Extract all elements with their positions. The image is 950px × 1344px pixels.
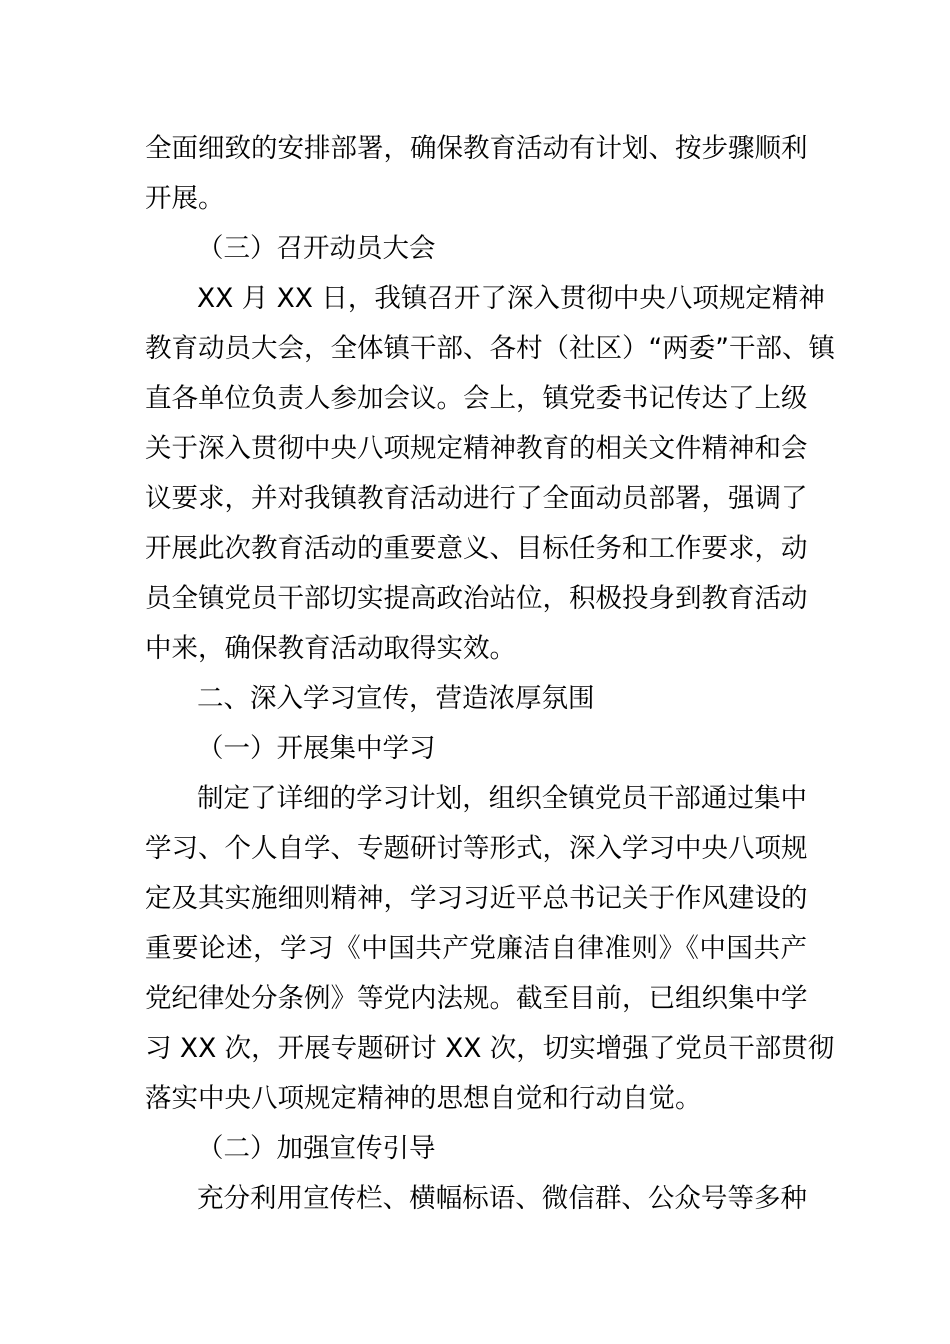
paragraph-line: 党纪律处分条例》等党内法规。截至目前，已组织集中学 <box>145 983 808 1014</box>
section-heading-2: 二、深入学习宣传，营造浓厚氛围 <box>197 683 595 714</box>
paragraph-line: 定及其实施细则精神，学习习近平总书记关于作风建设的 <box>145 883 808 914</box>
document-body <box>145 124 835 1224</box>
paragraph-line: 充分利用宣传栏、横幅标语、微信群、公众号等多种 <box>197 1183 807 1214</box>
paragraph-line: 重要论述，学习《中国共产党廉洁自律准则》《中国共产 <box>145 933 807 964</box>
paragraph-line: 学习、个人自学、专题研讨等形式，深入学习中央八项规 <box>145 833 808 864</box>
paragraph-line: 制定了详细的学习计划，组织全镇党员干部通过集中 <box>197 783 807 814</box>
paragraph-line: 关于深入贯彻中央八项规定精神教育的相关文件精神和会 <box>145 433 808 464</box>
paragraph-line: 中来，确保教育活动取得实效。 <box>145 633 516 664</box>
paragraph-line: 教育动员大会，全体镇干部、各村（社区）“两委”干部、镇 <box>145 333 835 364</box>
subheading-3: （三）召开动员大会 <box>197 233 436 264</box>
paragraph-line: 议要求，并对我镇教育活动进行了全面动员部署，强调了 <box>145 483 808 514</box>
subheading-1: （一）开展集中学习 <box>197 733 436 764</box>
paragraph-line: 习 XX 次，开展专题研讨 XX 次，切实增强了党员干部贯彻 <box>145 1033 835 1064</box>
paragraph-line: 直各单位负责人参加会议。会上，镇党委书记传达了上级 <box>145 383 808 414</box>
paragraph-line: 员全镇党员干部切实提高政治站位，积极投身到教育活动 <box>145 583 808 614</box>
paragraph-line: 全面细致的安排部署，确保教育活动有计划、按步骤顺利 <box>145 133 808 164</box>
paragraph-line: 落实中央八项规定精神的思想自觉和行动自觉。 <box>145 1083 702 1114</box>
paragraph-line: XX 月 XX 日，我镇召开了深入贯彻中央八项规定精神 <box>197 283 825 314</box>
paragraph-line: 开展。 <box>145 183 225 214</box>
subheading-2: （二）加强宣传引导 <box>197 1133 436 1164</box>
paragraph-line: 开展此次教育活动的重要意义、目标任务和工作要求，动 <box>145 533 808 564</box>
